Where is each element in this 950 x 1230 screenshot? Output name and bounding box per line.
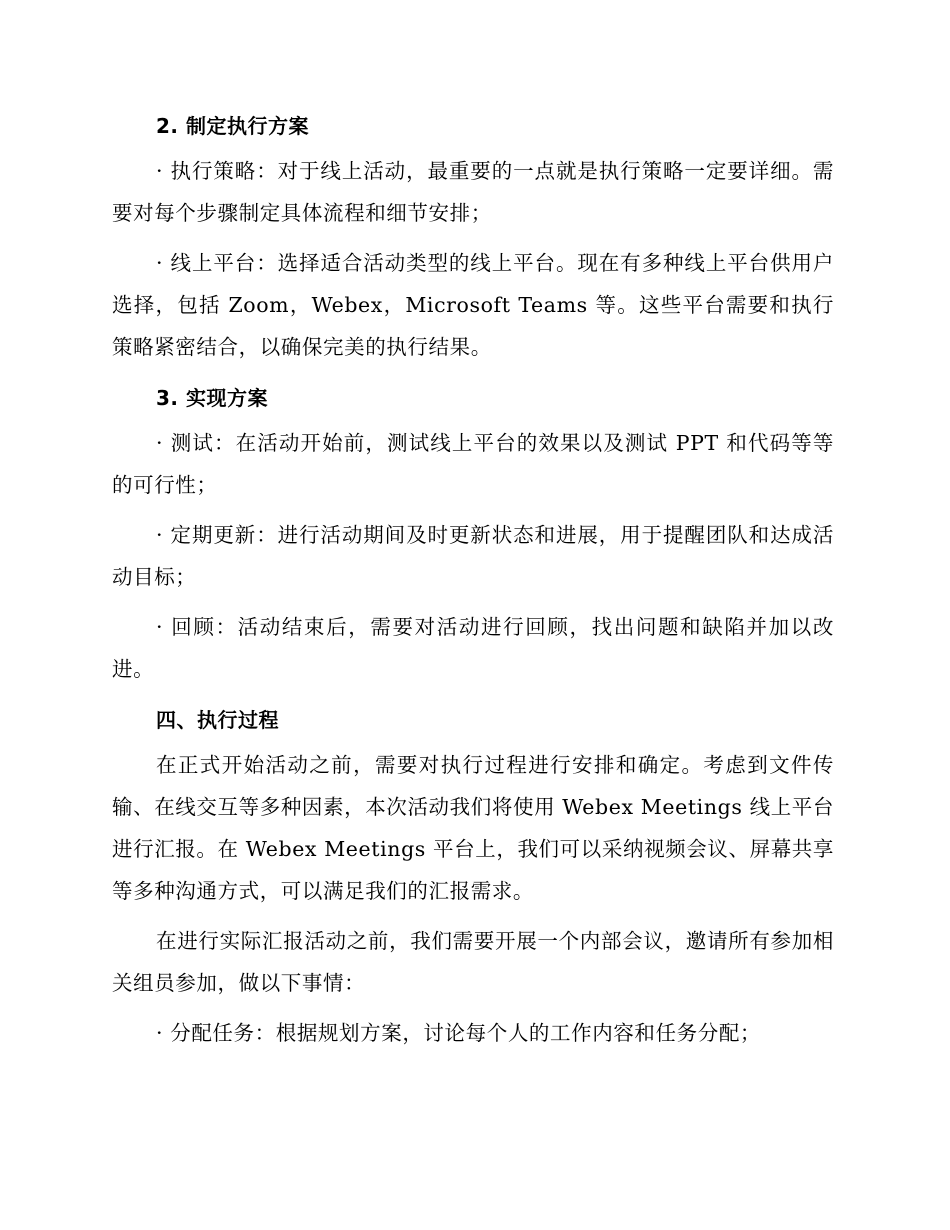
document-body bbox=[112, 104, 834, 1062]
paragraph-process-intro: 在正式开始活动之前，需要对执行过程进行安排和确定。考虑到文件传输、在线交互等多种因素，本次活动我们将使用 Webex Meetings 线上平台进行汇报。在 Webex Meetings 平台上，我们可以采纳视频会议、屏幕共享等多种沟通方式，可以满足我们的汇报需求。 bbox=[112, 753, 834, 903]
paragraph-online-platform: · 线上平台：选择适合活动类型的线上平台。现在有多种线上平台供用户选择，包括 Zoom，Webex，Microsoft Teams 等。这些平台需要和执行策略紧密结合，以确保完美的执行结果。 bbox=[112, 251, 834, 359]
paragraph-regular-updates: · 定期更新：进行活动期间及时更新状态和进展，用于提醒团队和达成活动目标； bbox=[112, 523, 834, 589]
paragraph-task-assignment: · 分配任务：根据规划方案，讨论每个人的工作内容和任务分配； bbox=[156, 1021, 762, 1045]
paragraph-execution-strategy: · 执行策略：对于线上活动，最重要的一点就是执行策略一定要详细。需要对每个步骤制定具体流程和细节安排； bbox=[112, 159, 834, 225]
section-heading-implementation: 3. 实现方案 bbox=[156, 386, 268, 410]
paragraph-testing: · 测试：在活动开始前，测试线上平台的效果以及测试 PPT 和代码等等的可行性； bbox=[112, 431, 834, 497]
paragraph-review: · 回顾：活动结束后，需要对活动进行回顾，找出问题和缺陷并加以改进。 bbox=[112, 615, 834, 681]
paragraph-internal-meeting: 在进行实际汇报活动之前，我们需要开展一个内部会议，邀请所有参加相关组员参加，做以下事情： bbox=[112, 929, 834, 995]
section-heading-execution-plan: 2. 制定执行方案 bbox=[156, 114, 309, 138]
section-heading-execution-process: 四、执行过程 bbox=[156, 708, 279, 732]
